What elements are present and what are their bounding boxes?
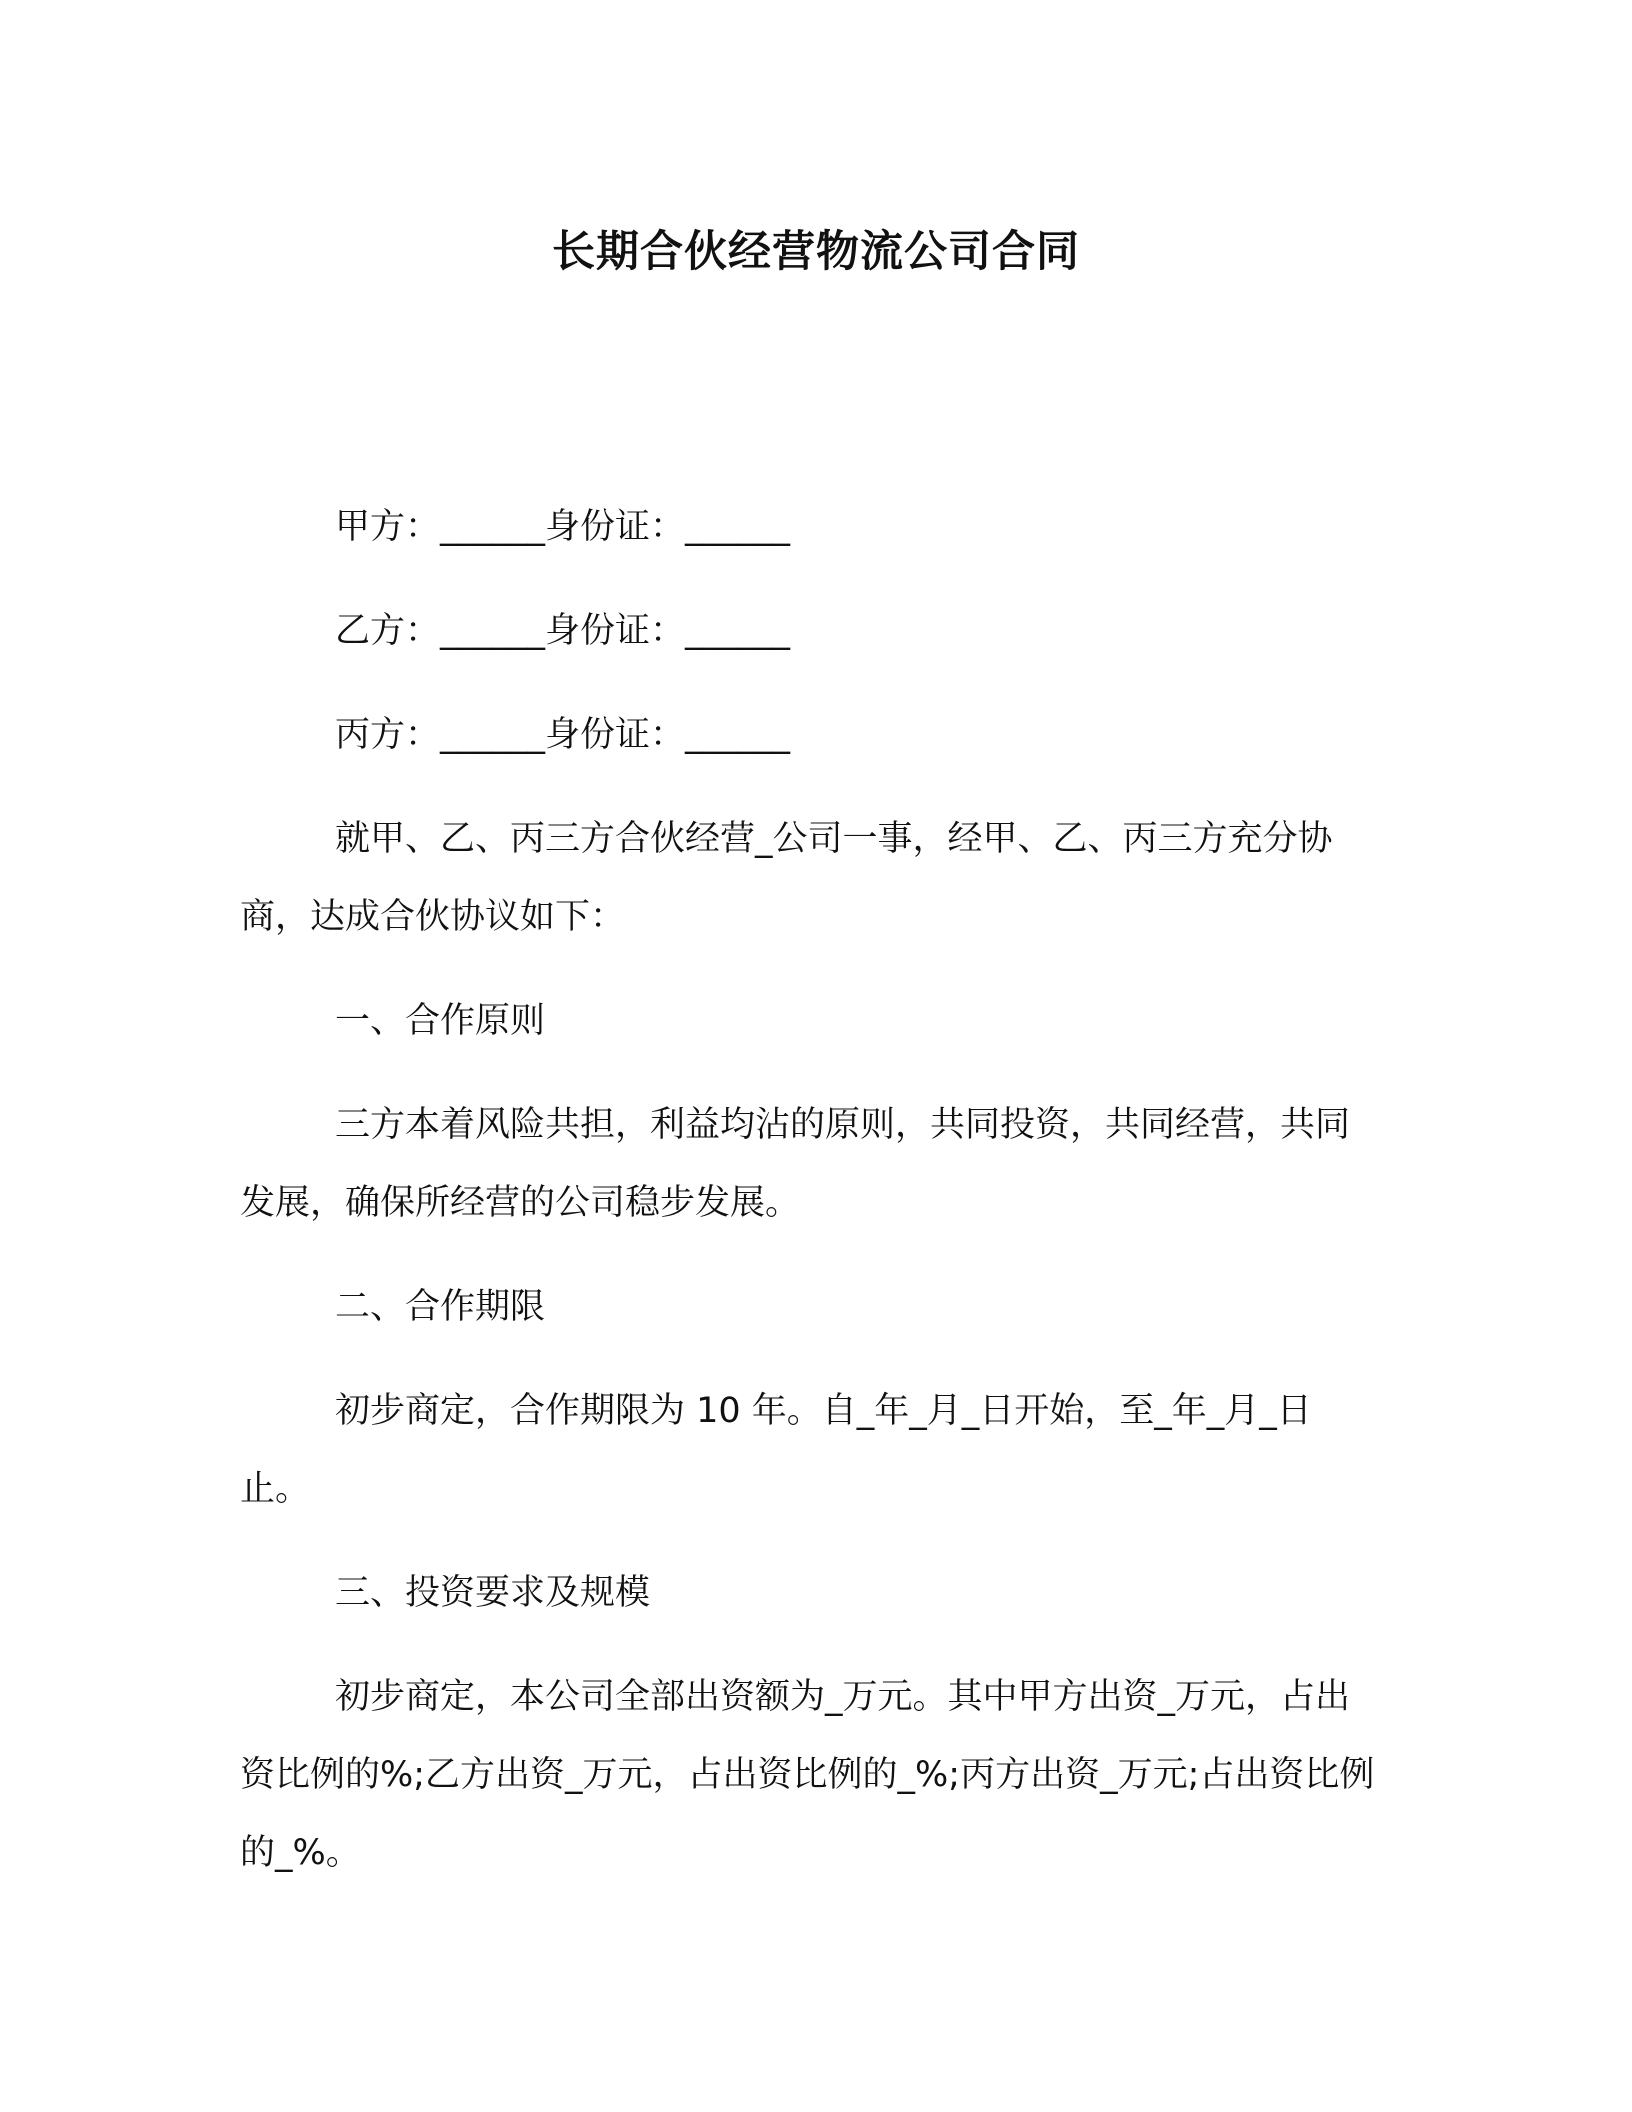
party-b-line: 乙方：______身份证：______	[335, 611, 791, 651]
party-c-line: 丙方：______身份证：______	[335, 715, 791, 755]
intro-paragraph: 就甲、乙、丙三方合伙经营_公司一事，经甲、乙、丙三方充分协商，达成合伙协议如下：	[240, 819, 1333, 937]
section-paragraph: 初步商定，本公司全部出资额为_万元。其中甲方出资_万元，占出资比例的%;乙方出资_万元，占出资比例的_%;丙方出资_万元;占出资比例的_%。	[240, 1677, 1375, 1873]
section-heading: 一、合作原则	[335, 1001, 546, 1041]
section-heading: 二、合作期限	[335, 1287, 546, 1327]
section-paragraph: 初步商定，合作期限为 10 年。自_年_月_日开始，至_年_月_日止。	[240, 1391, 1312, 1509]
document-title: 长期合伙经营物流公司合同	[552, 227, 1080, 277]
section-paragraph: 三方本着风险共担，利益均沾的原则，共同投资，共同经营，共同发展，确保所经营的公司稳步发展。	[240, 1105, 1351, 1223]
party-a-line: 甲方：______身份证：______	[335, 507, 791, 547]
section-heading: 三、投资要求及规模	[335, 1573, 651, 1613]
document-body	[240, 488, 1380, 1892]
